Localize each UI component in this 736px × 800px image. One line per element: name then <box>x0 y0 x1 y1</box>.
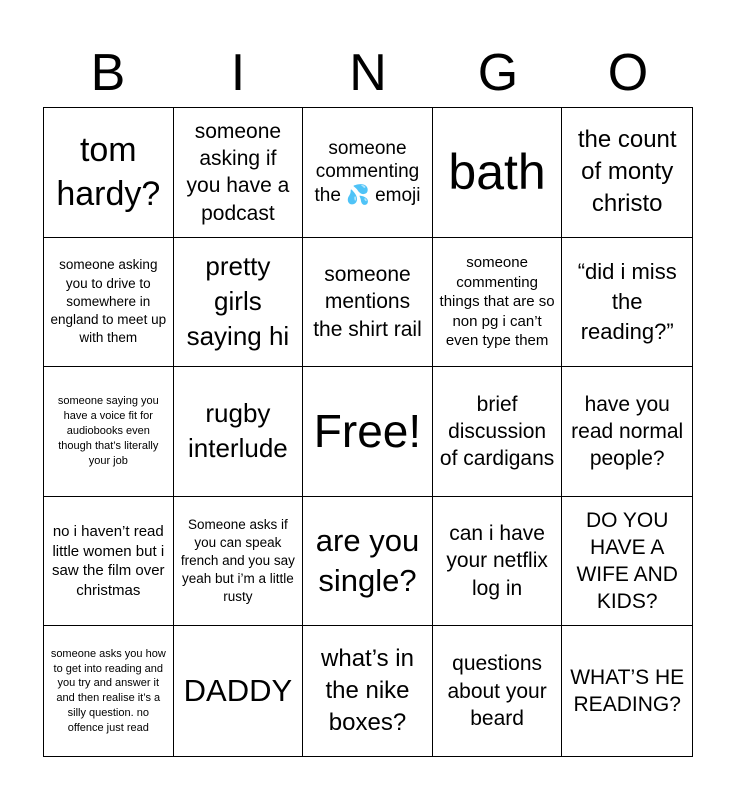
cell-text: can i have your netflix log in <box>446 522 548 600</box>
cell-text: someone asking you to drive to somewhere in england to meet up with them <box>50 257 167 346</box>
bingo-cell[interactable] <box>303 238 433 368</box>
cell-text: someone asking if you have a podcast <box>186 119 290 225</box>
bingo-cell[interactable] <box>174 108 304 238</box>
cell-text: “did i miss the reading?” <box>577 259 677 344</box>
bingo-cell[interactable] <box>303 108 433 238</box>
cell-text: no i haven’t read little women but i saw the film over christmas <box>52 523 165 599</box>
cell-text: brief discussion of cardigans <box>439 392 555 471</box>
bingo-cell[interactable] <box>174 238 304 368</box>
cell-text: what’s in the nike boxes? <box>321 644 414 737</box>
cell-text: the count of monty christo <box>577 125 677 218</box>
cell-text: rugby interlude <box>188 398 288 464</box>
bingo-cell[interactable] <box>562 108 692 238</box>
header-letter-n: N <box>349 44 387 102</box>
free-space[interactable] <box>303 367 433 497</box>
cell-text: someone asks you how to get into reading and you try and answer it and then realise it’s a silly question. no offence just read <box>50 647 166 734</box>
bingo-grid <box>43 107 693 757</box>
bingo-cell[interactable] <box>433 108 563 238</box>
bingo-cell[interactable] <box>562 626 692 756</box>
cell-text: someone commenting the 💦 emoji <box>314 137 421 207</box>
cell-text: questions about your beard <box>447 652 547 730</box>
cell-text: WHAT’S HE READING? <box>570 665 685 717</box>
bingo-cell[interactable] <box>562 497 692 627</box>
bingo-cell[interactable] <box>562 367 692 497</box>
bingo-cell[interactable] <box>44 238 174 368</box>
cell-text: tom hardy? <box>56 131 161 214</box>
header-letter-o: O <box>607 44 649 102</box>
cell-text: DADDY <box>183 673 293 709</box>
bingo-cell[interactable] <box>174 497 304 627</box>
bingo-cell[interactable] <box>174 626 304 756</box>
cell-text: have you read normal people? <box>571 392 684 471</box>
header-letter-b: B <box>90 44 126 102</box>
bingo-cell[interactable] <box>433 238 563 368</box>
bingo-cell[interactable] <box>44 497 174 627</box>
cell-text: Free! <box>313 404 422 457</box>
cell-text: bath <box>448 144 546 201</box>
bingo-cell[interactable] <box>303 497 433 627</box>
bingo-cell[interactable] <box>433 626 563 756</box>
bingo-cell[interactable] <box>44 367 174 497</box>
bingo-cell[interactable] <box>433 367 563 497</box>
header-letter-i: I <box>230 44 246 102</box>
bingo-cell[interactable] <box>433 497 563 627</box>
bingo-cell[interactable] <box>44 626 174 756</box>
bingo-cell[interactable] <box>303 626 433 756</box>
cell-text: pretty girls saying hi <box>186 251 290 352</box>
cell-text: someone saying you have a voice fit for audiobooks even though that’s literally your job <box>57 395 159 467</box>
bingo-header <box>43 40 693 106</box>
bingo-cell[interactable] <box>562 238 692 368</box>
header-letter-g: G <box>477 44 519 102</box>
cell-text: someone commenting things that are so non pg i can’t even type them <box>439 254 555 350</box>
cell-text: someone mentions the shirt rail <box>313 262 422 341</box>
bingo-cell[interactable] <box>44 108 174 238</box>
cell-text: DO YOU HAVE A WIFE AND KIDS? <box>576 508 678 614</box>
cell-text: Someone asks if you can speak french and you say yeah but i’m a little rusty <box>180 516 295 605</box>
cell-text: are you single? <box>315 522 420 599</box>
bingo-cell[interactable] <box>174 367 304 497</box>
